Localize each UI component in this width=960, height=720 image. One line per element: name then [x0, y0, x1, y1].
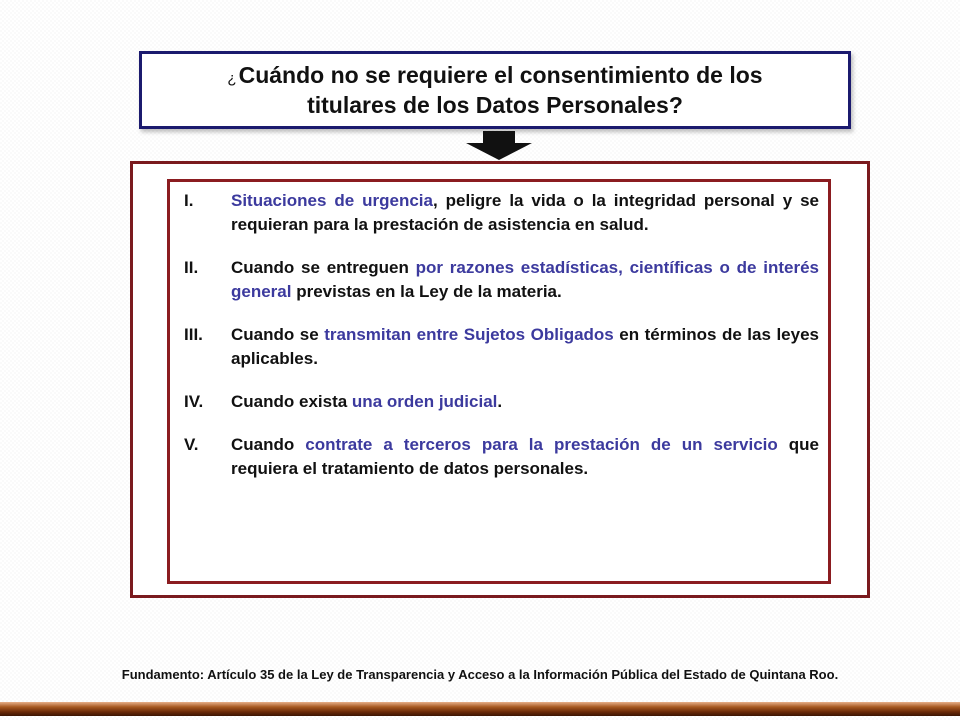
item-text — [231, 258, 819, 301]
down-arrow-icon — [466, 131, 532, 161]
item-text — [231, 435, 819, 478]
title-line-1: Cuándo no se requiere el consentimiento de los — [238, 62, 763, 88]
exceptions-list — [184, 189, 819, 500]
title-line-2: titulares de los Datos Personales? — [307, 92, 683, 118]
item-number: IV. — [184, 392, 204, 411]
item-text — [231, 325, 819, 368]
item-text-segment: en términos de las leyes aplicables. — [231, 325, 819, 368]
highlighted-text: una orden judicial — [351, 392, 498, 411]
item-number: II. — [184, 258, 199, 277]
title-question-mark: ¿ — [227, 70, 237, 87]
list-item — [184, 189, 819, 237]
item-text-segment: . — [497, 392, 503, 411]
highlighted-text: por razones estadísticas, científicas o de interés general — [231, 258, 819, 301]
bottom-decorative-bar — [0, 702, 960, 716]
item-text-segment: Cuando se entreguen — [231, 258, 416, 277]
page-title — [227, 60, 762, 120]
item-number: III. — [184, 325, 203, 344]
highlighted-text: contrate a terceros para la prestación de un servicio — [305, 435, 778, 454]
item-text-segment: previstas en la Ley de la materia. — [291, 282, 562, 301]
title-box — [139, 51, 851, 129]
list-item — [184, 390, 819, 414]
item-number: V. — [184, 435, 199, 454]
item-number: I. — [184, 191, 194, 210]
highlighted-text: Situaciones de urgencia — [231, 191, 433, 210]
item-text-segment: que requiera el tratamiento de datos personales. — [231, 435, 819, 478]
footer-note: Fundamento: Artículo 35 de la Ley de Transparencia y Acceso a la Información Pública del Estado de Quintana Roo. — [121, 667, 839, 682]
item-text — [231, 191, 819, 234]
item-text-segment: Cuando — [231, 435, 306, 454]
highlighted-text: transmitan entre Sujetos Obligados — [324, 325, 614, 344]
list-item — [184, 256, 819, 304]
content-panel — [167, 179, 831, 584]
item-text-segment: Cuando exista — [231, 392, 352, 411]
list-item — [184, 323, 819, 371]
list-item — [184, 433, 819, 481]
item-text-segment: Cuando se — [231, 325, 325, 344]
item-text — [231, 392, 502, 411]
item-text-segment: , peligre la vida o la integridad personal y se requieran para la prestación de asistencia en salud. — [231, 191, 819, 234]
